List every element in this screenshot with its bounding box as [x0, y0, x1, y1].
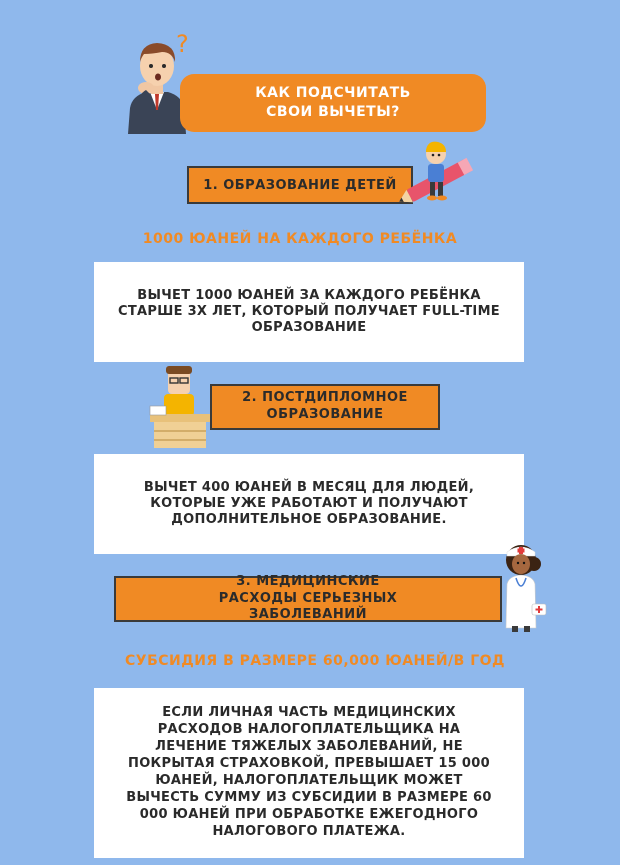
section-3-body-text: ЕСЛИ ЛИЧНАЯ ЧАСТЬ МЕДИЦИНСКИХ РАСХОДОВ НАЛОГОПЛАТЕЛЬЩИКА НА ЛЕЧЕНИЕ ТЯЖЕЛЫХ ЗАБОЛЕВАНИЙ, НЕ ПОКРЫТАЯ СТРАХОВКОЙ, ПРЕВЫШАЕТ 15 000 ЮАНЕЙ, НАЛОГОПЛАТЕЛЬЩИК МОЖЕТ ВЫЧЕСТЬ СУММУ ИЗ СУБСИДИИ В РАЗМЕРЕ 60 000 ЮАНЕЙ ПРИ ОБРАБОТКЕ ЕЖЕГОДНОГО НАЛОГОВОГО ПЛАТЕЖА.	[126, 705, 492, 839]
page-title-text: КАК ПОДСЧИТАТЬ СВОИ ВЫЧЕТЫ?	[255, 85, 411, 120]
kid-with-pencil-icon	[398, 140, 486, 216]
section-1-body	[94, 262, 524, 362]
section-2-title	[210, 384, 440, 430]
section-1-body-text: ВЫЧЕТ 1000 ЮАНЕЙ ЗА КАЖДОГО РЕБЁНКА СТАРШЕ 3Х ЛЕТ, КОТОРЫЙ ПОЛУЧАЕТ FULL-TIME ОБРАЗОВАНИЕ	[118, 287, 500, 336]
section-2-title-text: 2. ПОСТДИПЛОМНОЕ ОБРАЗОВАНИЕ	[242, 390, 408, 422]
section-2-body-text: ВЫЧЕТ 400 ЮАНЕЙ В МЕСЯЦ ДЛЯ ЛЮДЕЙ, КОТОРЫЕ УЖЕ РАБОТАЮТ И ПОЛУЧАЮТ ДОПОЛНИТЕЛЬНОЕ ОБРАЗОВАНИЕ.	[143, 479, 475, 528]
section-3-title	[114, 573, 502, 623]
section-3-title-text: 3. МЕДИЦИНСКИЕ РАСХОДЫ СЕРЬЕЗНЫХ ЗАБОЛЕВАНИЙ	[218, 573, 398, 623]
section-2-body	[94, 454, 524, 554]
section-1-subheading: 1000 ЮАНЕЙ НА КАЖДОГО РЕБЁНКА	[142, 231, 458, 247]
section-1-title	[187, 166, 413, 204]
page-title	[180, 74, 486, 132]
doctor-icon	[494, 542, 548, 632]
section-1-title-text: 1. ОБРАЗОВАНИЕ ДЕТЕЙ	[203, 177, 397, 193]
question-mark-icon: ?	[176, 30, 189, 58]
section-3-body	[94, 688, 524, 858]
section-3-subheading: СУБСИДИЯ В РАЗМЕРЕ 60,000 ЮАНЕЙ/В ГОД	[125, 653, 505, 669]
student-at-desk-icon	[148, 366, 212, 450]
